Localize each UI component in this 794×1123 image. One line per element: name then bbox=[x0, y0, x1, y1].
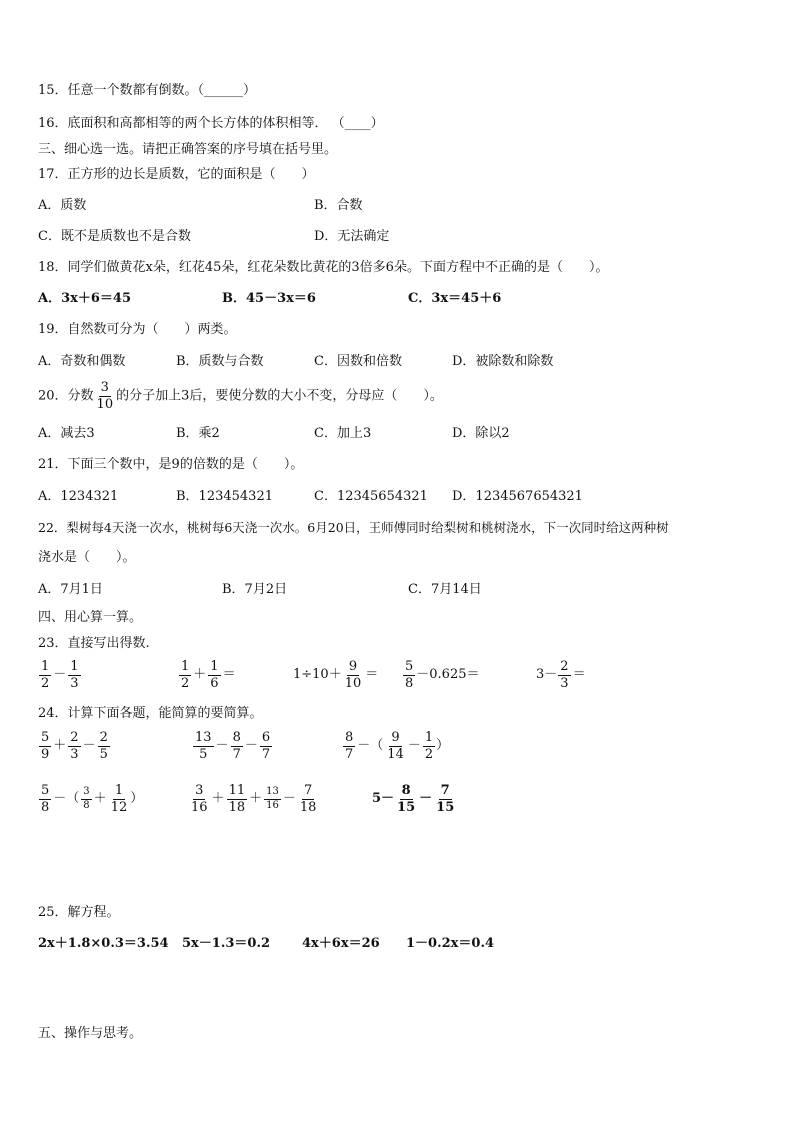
q22-option-a: A．7月1日 bbox=[38, 582, 103, 597]
q25-equation-4: 1－0.2x＝0.4 bbox=[406, 936, 495, 951]
question-19: 19．自然数可分为（ ）两类。 bbox=[38, 322, 237, 337]
q24-expression-1: $\frac{5}{9}$ ＋ $\frac{2}{3}$ － $\frac{2}{5}$ bbox=[41, 730, 108, 762]
q25-equation-2: 5x－1.3＝0.2 bbox=[182, 936, 271, 951]
question-25: 25．解方程。 bbox=[38, 905, 120, 920]
q19-option-c: C．因数和倍数 bbox=[314, 354, 402, 369]
q18-option-b: B．45－3x＝6 bbox=[222, 291, 316, 306]
q18-option-a: A．3x＋6＝45 bbox=[38, 291, 132, 306]
q24-expression-4: $\frac{5}{8}$ －（ $\frac{3}{8}$ ＋ $\frac{1}{12}$ ） bbox=[41, 783, 144, 815]
q20-option-b: B．乘2 bbox=[176, 426, 220, 441]
q19-option-d: D．被除数和除数 bbox=[452, 354, 554, 369]
question-24: 24．计算下面各题，能简算的要简算。 bbox=[38, 706, 263, 721]
q21-option-b: B．123454321 bbox=[176, 489, 273, 504]
q22-option-c: C．7月14日 bbox=[408, 582, 482, 597]
question-21: 21．下面三个数中，是9的倍数的是（ ）。 bbox=[38, 457, 304, 472]
question-23: 23．直接写出得数. bbox=[38, 636, 150, 651]
section-3-heading: 三、细心选一选。请把正确答案的序号填在括号里。 bbox=[38, 142, 338, 157]
question-20: 20．分数 $\frac{3}{10}$ 的分子加上3后，要使分数的大小不变，分母应（ ）。 bbox=[38, 380, 443, 412]
question-22-line-1: 22．梨树每4天浇一次水，桃树每6天浇一次水。6月20日，王师傅同时给梨树和桃树浇水，下一次同时给这两种树 bbox=[38, 520, 669, 535]
question-17: 17．正方形的边长是质数，它的面积是（ ） bbox=[38, 167, 315, 182]
q19-option-a: A．奇数和偶数 bbox=[38, 354, 126, 369]
question-18: 18．同学们做黄花x朵，红花45朵，红花朵数比黄花的3倍多6朵。下面方程中不正确的是（ ）。 bbox=[38, 260, 609, 275]
q24-expression-3: $\frac{8}{7}$ －（ $\frac{9}{14}$ － $\frac{1}{2}$ ） bbox=[345, 730, 450, 762]
q25-equation-3: 4x＋6x＝26 bbox=[302, 936, 380, 951]
q20-option-c: C．加上3 bbox=[314, 426, 372, 441]
q24-expression-2: $\frac{13}{5}$ － $\frac{8}{7}$ － $\frac{6}{7}$ bbox=[195, 730, 271, 762]
q17-option-b: B．合数 bbox=[314, 198, 363, 213]
q23-expression-3: 1÷10＋ $\frac{9}{10}$ ＝ bbox=[293, 659, 379, 691]
question-16: 16．底面积和高都相等的两个长方体的体积相等． （____） bbox=[38, 116, 384, 131]
q20-option-a: A．减去3 bbox=[38, 426, 95, 441]
q20-fraction: $\frac{3}{10}$ bbox=[96, 380, 114, 412]
q21-option-d: D．1234567654321 bbox=[452, 489, 583, 504]
q17-option-c: C．既不是质数也不是合数 bbox=[38, 229, 191, 244]
q18-option-c: C．3x＝45＋6 bbox=[408, 291, 502, 306]
q24-expression-6: 5－ $\frac{8}{15}$ － $\frac{7}{15}$ bbox=[372, 783, 455, 815]
section-5-heading: 五、操作与思考。 bbox=[38, 1026, 143, 1041]
q23-expression-2: $\frac{1}{2}$ ＋ $\frac{1}{6}$ ＝ bbox=[181, 659, 236, 691]
q17-option-d: D．无法确定 bbox=[314, 229, 390, 244]
question-15: 15．任意一个数都有倒数。（______） bbox=[38, 83, 257, 98]
q21-option-c: C．12345654321 bbox=[314, 489, 428, 504]
question-22-line-2: 浇水是（ ）。 bbox=[38, 550, 136, 565]
q23-expression-4: $\frac{5}{8}$ －0.625＝ bbox=[405, 659, 480, 691]
q22-option-b: B．7月2日 bbox=[222, 582, 288, 597]
q17-option-a: A．质数 bbox=[38, 198, 87, 213]
q23-expression-5: 3－ $\frac{2}{3}$ ＝ bbox=[536, 659, 586, 691]
q23-expression-1: $\frac{1}{2}$ － $\frac{1}{3}$ bbox=[41, 659, 79, 691]
section-4-heading: 四、用心算一算。 bbox=[38, 610, 143, 625]
q25-equation-1: 2x＋1.8×0.3＝3.54 bbox=[38, 936, 169, 951]
q20-option-d: D．除以2 bbox=[452, 426, 510, 441]
q19-option-b: B．质数与合数 bbox=[176, 354, 264, 369]
q24-expression-5: $\frac{3}{16}$ ＋ $\frac{11}{18}$ ＋ $\frac{13}{16}$ － $\frac{7}{18}$ bbox=[191, 783, 317, 815]
q21-option-a: A．1234321 bbox=[38, 489, 119, 504]
